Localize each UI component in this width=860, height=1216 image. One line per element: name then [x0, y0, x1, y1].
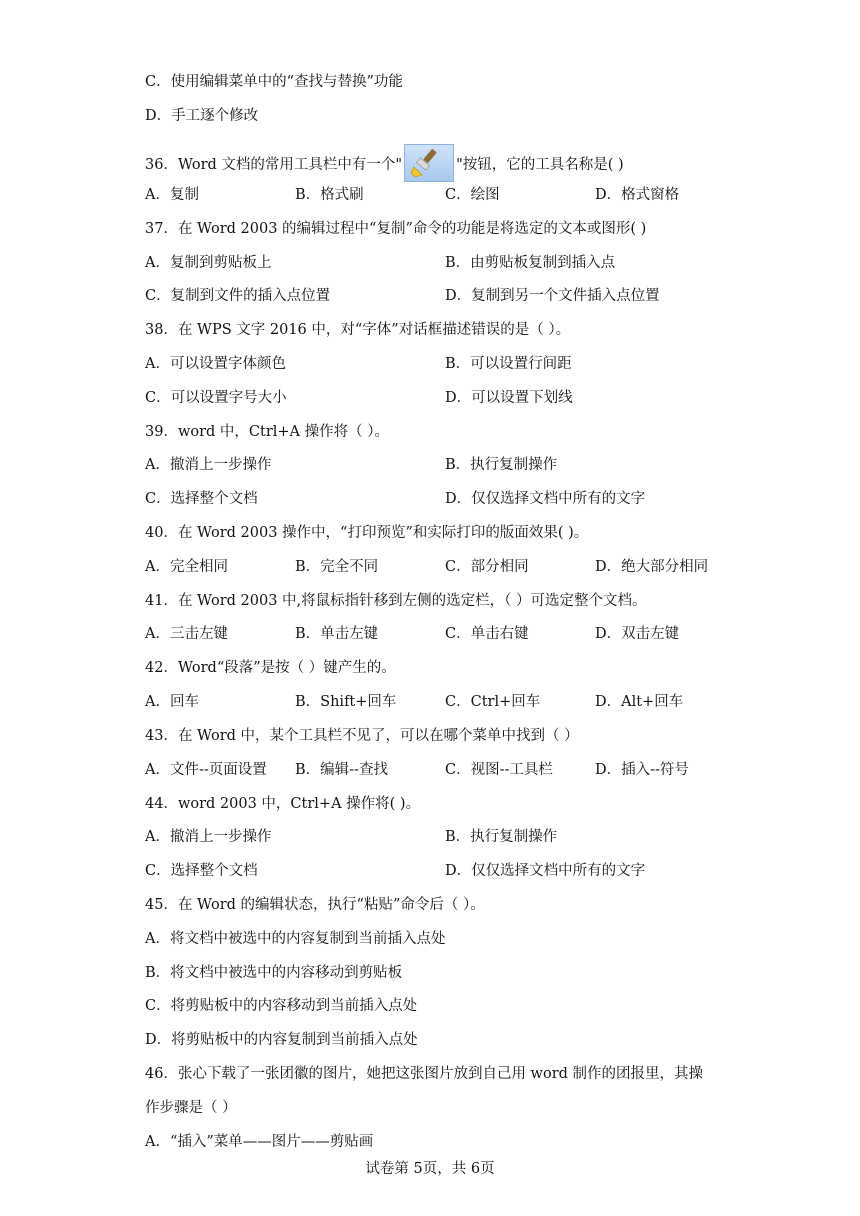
option-d: D．插入--符号 — [595, 762, 689, 778]
option-b: B．可以设置行间距 — [445, 356, 572, 372]
option-a: A．将文档中被选中的内容复制到当前插入点处 — [145, 931, 446, 947]
question-stem: 45．在 Word 的编辑状态，执行“粘贴”命令后（ ）。 — [145, 897, 485, 913]
option-a: A．撤消上一步操作 — [145, 457, 272, 473]
option-a: A．复制到剪贴板上 — [145, 255, 272, 271]
option-c: C．选择整个文档 — [145, 491, 258, 507]
question-stem: 46．张心下载了一张团徽的图片，她把这张图片放到自己用 word 制作的团报里，其操 — [145, 1066, 704, 1082]
option-d: D．双击左键 — [595, 626, 680, 642]
question-stem: 42．Word“段落”是按（ ）键产生的。 — [145, 660, 396, 676]
option-d: D．可以设置下划线 — [445, 390, 573, 406]
option-b: B．由剪贴板复制到插入点 — [445, 255, 616, 271]
option-text: D．手工逐个修改 — [145, 108, 259, 124]
option-d: D．Alt+回车 — [595, 694, 684, 710]
format-painter-brush-icon — [404, 144, 454, 182]
question-stem: 39．word 中，Ctrl+A 操作将（ ）。 — [145, 424, 389, 440]
question-text: 36．Word 文档的常用工具栏中有一个" — [145, 157, 403, 173]
question-stem: 40．在 Word 2003 操作中，“打印预览”和实际打印的版面效果( )。 — [145, 525, 589, 541]
option-d: D．仅仅选择文档中所有的文字 — [445, 863, 646, 879]
option-a: A．撤消上一步操作 — [145, 829, 272, 845]
option-c: C．视图--工具栏 — [445, 762, 553, 778]
option-b: B．单击左键 — [295, 626, 379, 642]
option-b: B．Shift+回车 — [295, 694, 397, 710]
question-stem-continued: 作步骤是（ ） — [145, 1100, 237, 1116]
question-text: "按钮，它的工具名称是( ) — [456, 157, 624, 173]
option-b: B．完全不同 — [295, 559, 379, 575]
option-a: A．“插入”菜单——图片——剪贴画 — [145, 1134, 374, 1150]
option-d: D．仅仅选择文档中所有的文字 — [445, 491, 646, 507]
option-d: D．绝大部分相同 — [595, 559, 709, 575]
question-stem: 37．在 Word 2003 的编辑过程中“复制”命令的功能是将选定的文本或图形( ) — [145, 221, 647, 237]
option-b: B．格式刷 — [295, 187, 364, 203]
option-c: C．选择整个文档 — [145, 863, 258, 879]
option-c: C．复制到文件的插入点位置 — [145, 288, 331, 304]
option-a: A．复制 — [145, 187, 199, 203]
option-b: B．编辑--查找 — [295, 762, 388, 778]
option-text: C．使用编辑菜单中的“查找与替换”功能 — [145, 74, 403, 90]
option-c: C．可以设置字号大小 — [145, 390, 287, 406]
option-a: A．文件--页面设置 — [145, 762, 267, 778]
option-c: C．绘图 — [445, 187, 500, 203]
option-a: A．三击左键 — [145, 626, 228, 642]
question-stem: 44．word 2003 中，Ctrl+A 操作将( )。 — [145, 796, 421, 812]
option-c: C．单击右键 — [445, 626, 529, 642]
option-c: C．部分相同 — [445, 559, 529, 575]
option-b: B．执行复制操作 — [445, 829, 558, 845]
option-b: B．执行复制操作 — [445, 457, 558, 473]
option-a: A．可以设置字体颜色 — [145, 356, 286, 372]
question-stem: 41．在 Word 2003 中,将鼠标指针移到左侧的选定栏，（ ）可选定整个文档。 — [145, 593, 647, 609]
option-a: A．回车 — [145, 694, 199, 710]
option-a: A．完全相同 — [145, 559, 228, 575]
option-d: D．格式窗格 — [595, 187, 680, 203]
option-c: C．Ctrl+回车 — [445, 694, 541, 710]
question-stem — [145, 146, 624, 184]
option-d: D．复制到另一个文件插入点位置 — [445, 288, 660, 304]
page-footer: 试卷第 5页，共 6页 — [365, 1161, 495, 1177]
option-d: D．将剪贴板中的内容复制到当前插入点处 — [145, 1032, 418, 1048]
question-stem: 38．在 WPS 文字 2016 中，对“字体”对话框描述错误的是（ ）。 — [145, 322, 571, 338]
option-c: C．将剪贴板中的内容移动到当前插入点处 — [145, 998, 418, 1014]
option-b: B．将文档中被选中的内容移动到剪贴板 — [145, 965, 403, 981]
question-stem: 43．在 Word 中，某个工具栏不见了，可以在哪个菜单中找到（ ） — [145, 728, 579, 744]
